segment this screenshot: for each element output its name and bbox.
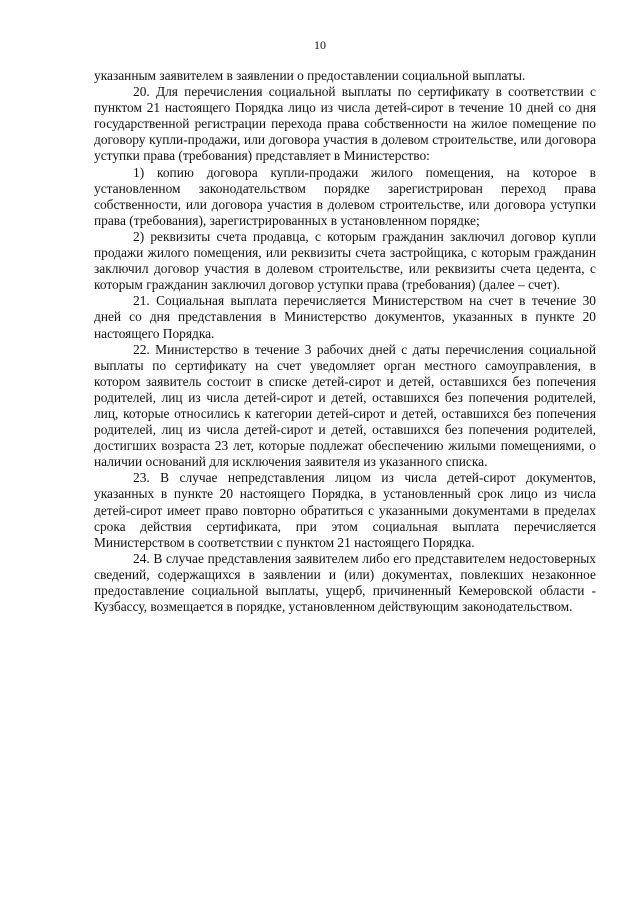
- paragraph-item-24: 24. В случае представления заявителем либо его представителем недостоверных сведений, содержащихся в заявлении и (или) документах, повлекших незаконное предоставление социальной выплаты, ущерб, причиненный Кемеровской области - Кузбассу, возмещается в порядке, установленном действующим законодательством.: [94, 550, 596, 615]
- document-body: [94, 68, 596, 615]
- paragraph-subitem-1: 1) копию договора купли-продажи жилого помещения, на которое в установленном законодательством порядке зарегистрирован переход права собственности, или договора участия в долевом строительстве, или договора уступки права (требования), зарегистрированных в установленном порядке;: [94, 164, 596, 228]
- paragraph-continuation: указанным заявителем в заявлении о предоставлении социальной выплаты.: [94, 68, 526, 83]
- paragraph-item-22: 22. Министерство в течение 3 рабочих дней с даты перечисления социальной выплаты по сертификату на счет уведомляет орган местного самоуправления, в котором заявитель состоит в списке детей-сирот и детей, оставшихся без попечения родителей, лиц из числа детей-сирот и детей, оставшихся без попечения родителей, лиц, которые относились к категории детей-сирот и детей, оставшихся без попечения родителей, лиц из числа детей-сирот и детей, оставшихся без попечения родителей, достигших возраста 23 лет, которые подлежат обеспечению жилыми помещениями, о наличии оснований для исключения заявителя из указанного списка.: [94, 341, 596, 470]
- paragraph-item-21: 21. Социальная выплата перечисляется Министерством на счет в течение 30 дней со дня представления в Министерство документов, указанных в пункте 20 настоящего Порядка.: [94, 293, 596, 341]
- page-number: 10: [314, 38, 326, 52]
- paragraph-subitem-2: 2) реквизиты счета продавца, с которым гражданин заключил договор купли продажи жилого помещения, или реквизиты счета застройщика, с которым гражданин заключил договор участия в долевом строительстве, или реквизиты счета цедента, с которым гражданин заключил договор уступки права (требования) (далее – счет).: [94, 228, 596, 293]
- paragraph-item-20: 20. Для перечисления социальной выплаты по сертификату в соответствии с пунктом 21 настоящего Порядка лицо из числа детей-сирот в течение 10 дней со дня государственной регистрации перехода права собственности на жилое помещение по договору купли-продажи, или договора участия в долевом строительстве, или договора уступки права (требования) представляет в Министерство:: [94, 84, 596, 164]
- paragraph-item-23: 23. В случае непредставления лицом из числа детей-сирот документов, указанных в пункте 20 настоящего Порядка, в установленный срок лицо из числа детей-сирот имеет право повторно обратиться с указанными документами в пределах срока действия сертификата, при этом социальная выплата перечисляется Министерством в соответствии с пунктом 21 настоящего Порядка.: [94, 470, 596, 550]
